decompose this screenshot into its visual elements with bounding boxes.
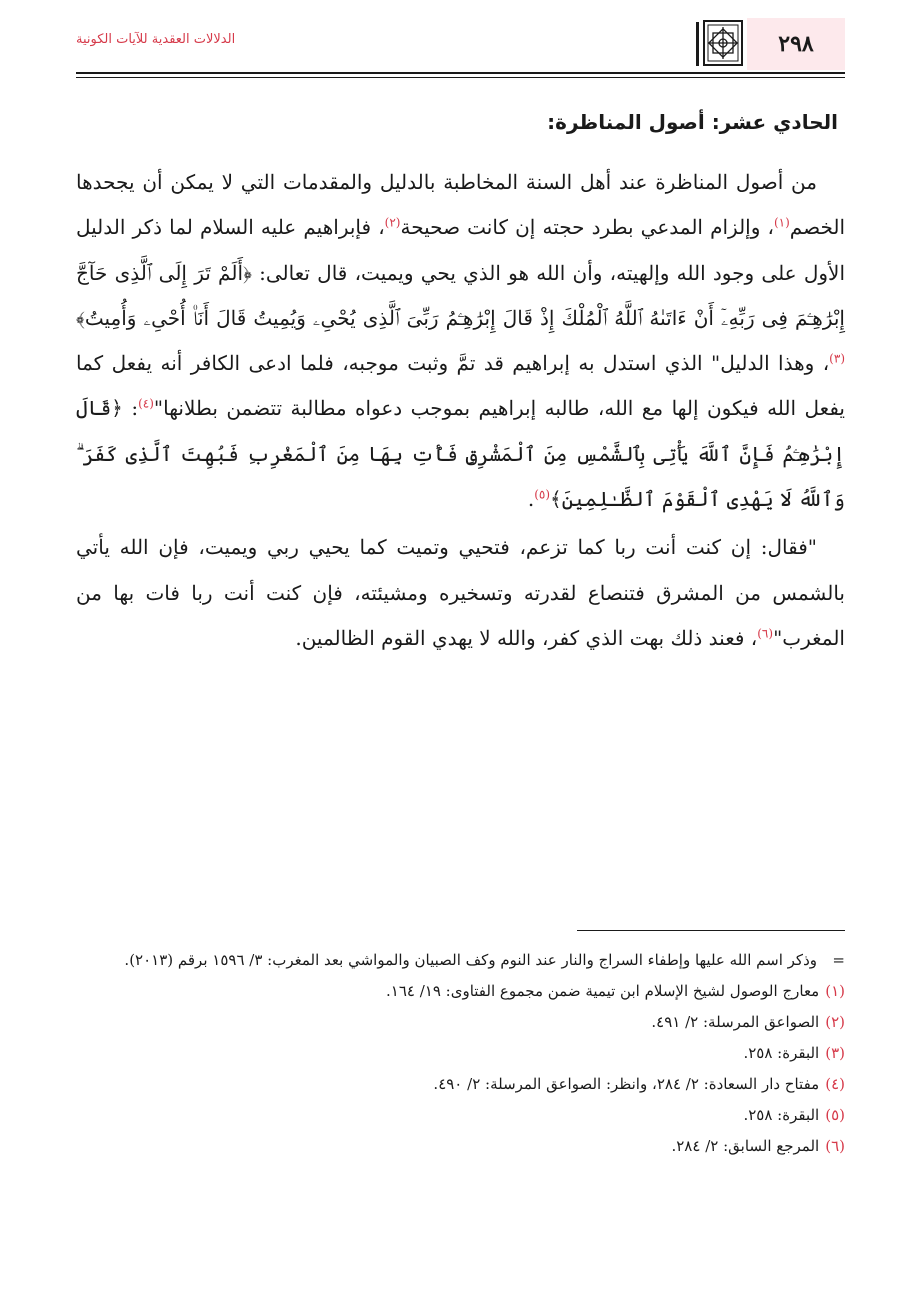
page-header xyxy=(76,18,845,70)
text-run: ، وإلزام المدعي بطرد حجته إن كانت صحيحة xyxy=(400,215,774,240)
footnote-item xyxy=(76,1007,845,1038)
page-number: ٢٩٨ xyxy=(747,18,845,70)
paragraph xyxy=(76,525,845,661)
quran-verse: ﴿أَلَمْ تَرَ إِلَى ٱلَّذِى حَآجَّ إِبْرَٰهِـۧمَ فِى رَبِّهِۦٓ أَنْ ءَاتَىٰهُ ٱللَّهُ ٱلْمُلْكَ إِذْ قَالَ إِبْرَٰهِـۧمُ رَبِّىَ ٱلَّذِى يُحْىِۦ وَيُمِيتُ قَالَ أَنَا۠ أُحْىِۦ وَأُمِيتُ﴾ xyxy=(76,260,845,330)
text-run: ، فإبراهيم عليه السلام لما ذكر الدليل الأول على وجود الله وإلهيته، وأن الله هو الذي يحي ويميت، قال تعالى: xyxy=(76,215,846,285)
book-title: الدلالات العقدية للآيات الكونية xyxy=(76,32,236,47)
footnote-number: (٥) xyxy=(825,1106,845,1124)
footnote-number: (٢) xyxy=(825,1013,845,1031)
footnote-text: مفتاح دار السعادة: ٢/ ٢٨٤، وانظر: الصواعق المرسلة: ٢/ ٤٩٠. xyxy=(433,1075,820,1093)
footnote-item xyxy=(76,976,845,1007)
footnote-text: وذكر اسم الله عليها وإطفاء السراج والنار عند النوم وكف الصبيان والمواشي بعد المغرب: ٣/ ١٥٩٦ برقم (٢٠١٣). xyxy=(124,951,817,969)
footnote-text: المرجع السابق: ٢/ ٢٨٤. xyxy=(671,1137,820,1155)
footnote-text: الصواعق المرسلة: ٢/ ٤٩١. xyxy=(651,1013,820,1031)
footnote-ref[interactable]: (٢) xyxy=(384,215,401,230)
header-divider xyxy=(696,22,699,66)
footnote-item xyxy=(76,1100,845,1131)
section-heading: الحادي عشر: أصول المناظرة: xyxy=(547,110,838,134)
footnote-separator xyxy=(577,930,845,931)
footnote-text: البقرة: ٢٥٨. xyxy=(743,1106,820,1124)
text-run: : xyxy=(131,396,139,421)
geometric-ornament-icon xyxy=(703,20,743,66)
footnote-item xyxy=(76,1069,845,1100)
footnotes xyxy=(76,945,845,1162)
text-run: . xyxy=(527,487,535,512)
footnote-item xyxy=(76,1038,845,1069)
footnote-ref[interactable]: (٣) xyxy=(829,351,845,366)
quran-verse: ﴿قَالَ إِبْرَٰهِـۧمُ فَإِنَّ ٱللَّهَ يَأْتِى بِٱلشَّمْسِ مِنَ ٱلْمَشْرِقِ فَأْتِ بِهَا مِنَ ٱلْمَغْرِبِ فَبُهِتَ ٱلَّذِى كَفَرَ ۗ وَٱللَّهُ لَا يَهْدِى ٱلْقَوْمَ ٱلظَّـٰلِمِينَ﴾ xyxy=(76,396,845,512)
footnote-number: (١) xyxy=(825,982,845,1000)
text-run: ، وهذا الدليل" الذي استدل به إبراهيم قد تمَّ وثبت موجبه، فلما ادعى الكافر أنه يفعل كما يفعل الله فيكون إلها مع الله، طالبه إبراهيم بموجب دعواه مطالبة تتضمن بطلانها" xyxy=(76,351,846,421)
footnote-continuation xyxy=(76,945,845,976)
footnote-number: (٤) xyxy=(825,1075,845,1093)
paragraph xyxy=(76,160,845,522)
text-run: "فقال: إن كنت أنت ربا كما تزعم، فتحيي وتميت كما يحيي ربي ويميت، فإن الله يأتي بالشمس من المشرق فتنصاع لقدرته وتسخيره ومشيئته، فإن كنت أنت ربا فات بها من المغرب" xyxy=(76,535,845,650)
footnote-number: (٦) xyxy=(825,1137,845,1155)
footnote-text: البقرة: ٢٥٨. xyxy=(743,1044,820,1062)
footnote-number: (٣) xyxy=(825,1044,845,1062)
footnote-ref[interactable]: (٦) xyxy=(757,626,774,641)
footnote-ref[interactable]: (٥) xyxy=(534,487,551,502)
text-run: من أصول المناظرة عند أهل السنة المخاطبة بالدليل والمقدمات التي لا يمكن أن يجحدها الخصم xyxy=(76,170,846,240)
header-rule-thin xyxy=(76,77,845,78)
main-text xyxy=(76,160,845,661)
header-rule xyxy=(76,72,845,74)
footnote-text: معارج الوصول لشيخ الإسلام ابن تيمية ضمن مجموع الفتاوى: ١٩/ ١٦٤. xyxy=(385,982,820,1000)
text-run: ، فعند ذلك بهت الذي كفر، والله لا يهدي القوم الظالمين. xyxy=(295,625,758,650)
footnote-ref[interactable]: (١) xyxy=(773,215,790,230)
continuation-mark: = xyxy=(832,951,845,969)
footnote-ref[interactable]: (٤) xyxy=(138,396,154,411)
footnote-item xyxy=(76,1131,845,1162)
